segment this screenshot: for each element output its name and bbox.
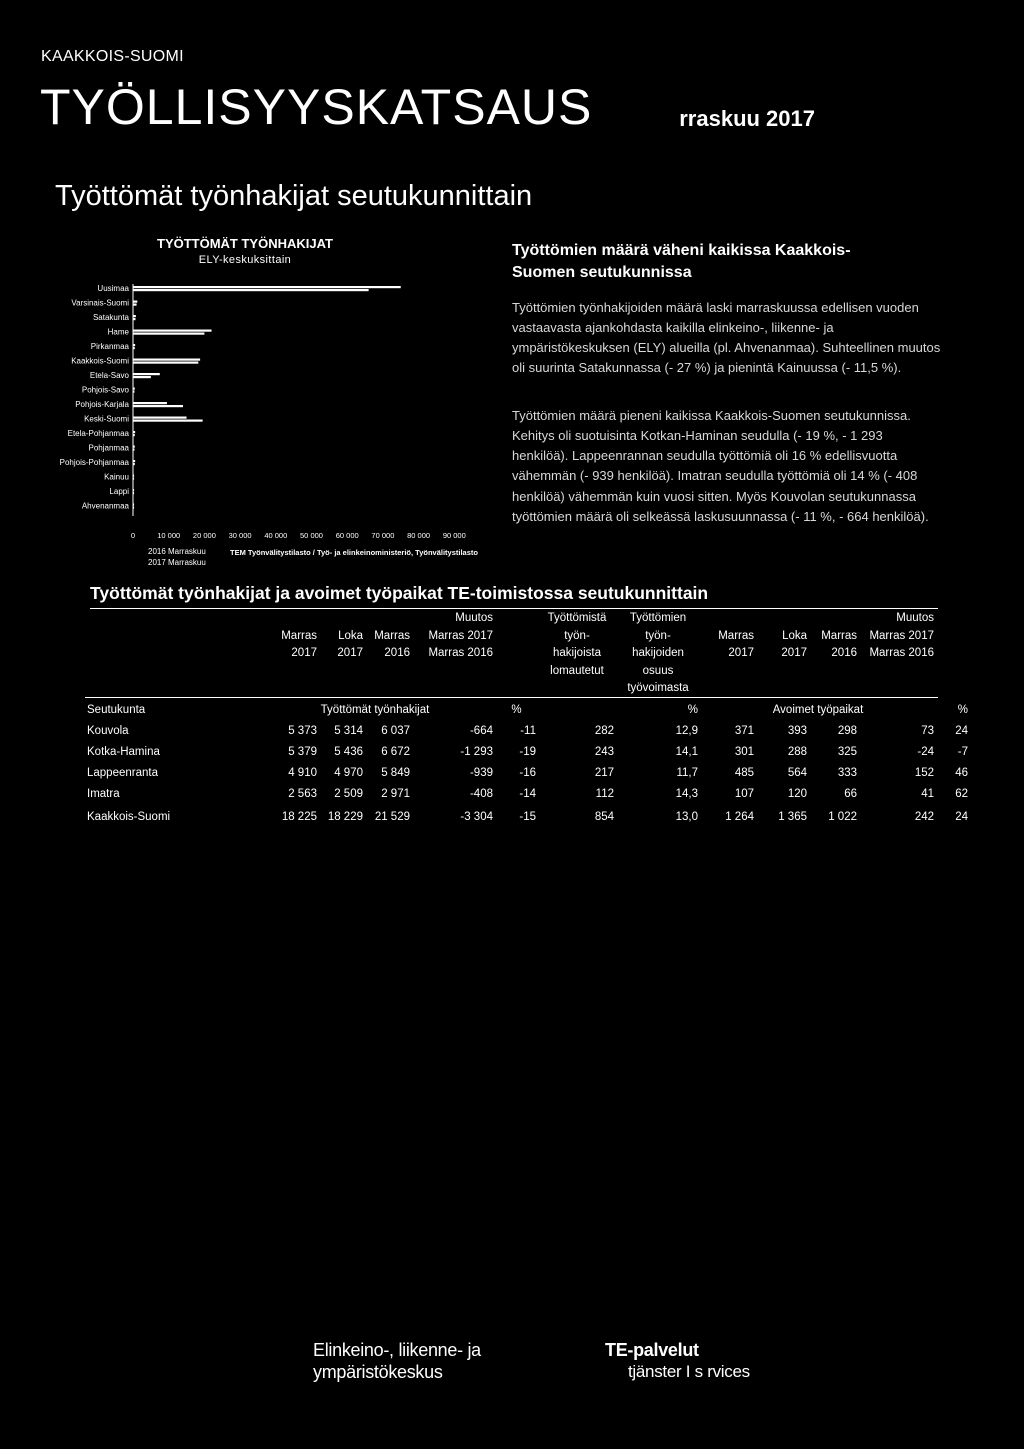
- chart-category-label: Lappi: [109, 487, 129, 496]
- table-cell: 5 314: [334, 725, 363, 737]
- table-header-row: [85, 612, 970, 630]
- table-cell: 11,7: [676, 767, 698, 779]
- table-header: [85, 612, 970, 721]
- chart-tick-label: 90 000: [442, 531, 466, 540]
- table-row-region: Kaakkois-Suomi: [87, 811, 171, 823]
- chart-legend-entry: 2017 Marraskuu: [148, 558, 206, 567]
- table-header-cell: hakijoiden: [632, 647, 684, 659]
- table-cell: 1 365: [778, 811, 807, 823]
- table-body: [85, 721, 970, 826]
- chart-bar-2016: [133, 301, 137, 303]
- ely-line-1: Elinkeino-, liikenne- ja: [313, 1340, 481, 1360]
- table-cell: -408: [469, 788, 493, 800]
- table-cell: 217: [594, 767, 614, 779]
- table-cell: 5 849: [381, 767, 410, 779]
- table-cell: -19: [519, 746, 536, 758]
- table-header-cell: [756, 612, 809, 630]
- table-row-region: Kouvola: [87, 725, 129, 737]
- chart-category-label: Pohjois-Pohjanmaa: [59, 458, 129, 467]
- table-header-cell: 2017: [728, 647, 754, 659]
- chart-category-label: Keski-Suomi: [84, 414, 129, 424]
- chart-category-label: Pirkanmaa: [90, 342, 129, 351]
- table-cell: 73: [921, 725, 934, 737]
- chart-bar-2017: [133, 362, 198, 364]
- table-cell: 5 373: [288, 725, 317, 737]
- chart-bar-2016: [133, 431, 135, 433]
- table-cell: 62: [955, 788, 968, 800]
- table-cell: 107: [734, 788, 754, 800]
- chart-bar-2017: [133, 492, 134, 494]
- te-logo-text: TE-palvelut: [605, 1340, 699, 1360]
- table-header-cell: työn-: [645, 629, 671, 642]
- chart-bar-2017: [133, 376, 151, 378]
- table-cell: 18 225: [281, 811, 317, 823]
- chart-category-label: Satakunta: [92, 313, 129, 322]
- chart-bar-2017: [133, 347, 135, 349]
- table-cell: 4 970: [334, 767, 363, 779]
- chart-category-label: Pohjois-Savo: [81, 385, 129, 395]
- table-header-cell: Marras 2016: [428, 647, 493, 659]
- chart-bar-2017: [133, 507, 134, 509]
- chart-bar-2016: [133, 504, 134, 506]
- table-cell: 41: [921, 788, 934, 800]
- table-header-cell: [936, 612, 970, 630]
- table-header-cell: Marras 2017: [428, 629, 493, 642]
- table-header-cell: [809, 665, 859, 683]
- table-cell: 485: [734, 767, 754, 779]
- table-header-cell: [936, 665, 970, 683]
- chart-tick-label: 60 000: [335, 531, 359, 540]
- table-header-cell: [85, 647, 255, 665]
- table-header-cell: [85, 630, 255, 648]
- table-header-cell: [756, 665, 809, 683]
- chart-bar-2016: [133, 344, 135, 346]
- table-group-cell: %: [957, 704, 968, 716]
- table-cell: 242: [914, 811, 934, 823]
- data-table: [85, 612, 970, 826]
- chart-bar-2016: [133, 489, 134, 491]
- table-cell: 21 529: [374, 811, 410, 823]
- table-header-cell: Marras: [281, 629, 317, 642]
- table-cell: 1 264: [725, 811, 754, 823]
- report-title: TYÖLLISYYSKATSAUS: [40, 79, 593, 135]
- table-cell: 120: [787, 788, 807, 800]
- table-cell: 564: [787, 767, 807, 779]
- table-top-rule: [90, 608, 938, 609]
- table-cell: -664: [469, 725, 493, 737]
- table-cell: 371: [734, 725, 754, 737]
- table-group-cell: %: [511, 704, 522, 716]
- table-header-cell: [936, 682, 970, 700]
- table-row: [85, 742, 970, 763]
- chart-tick-label: 10 000: [157, 531, 181, 540]
- table-header-cell: [85, 612, 255, 630]
- chart-tick-label: 80 000: [407, 531, 431, 540]
- table-row-region: Lappeenranta: [87, 767, 158, 779]
- table-cell: 393: [787, 725, 807, 737]
- chart-subtitle: ELY-keskuksittain: [198, 254, 292, 266]
- te-logo-subtext: tjänster I s rvices: [628, 1362, 750, 1381]
- table-header-cell: Marras: [821, 629, 857, 642]
- table-cell: 1 022: [828, 811, 857, 823]
- table-header-cell: [365, 612, 412, 630]
- table-group-cell: Avoimet työpaikat: [772, 704, 864, 716]
- table-cell: -15: [519, 811, 536, 823]
- table-title: Työttömät työnhakijat ja avoimet työpaikat TE-toimistossa seutukunnittain: [90, 583, 709, 603]
- chart-category-label: Varsinais-Suomi: [71, 298, 129, 308]
- chart-category-label: Pohjanmaa: [88, 443, 129, 453]
- table-header-cell: Marras: [374, 629, 410, 642]
- chart-category-label: Hame: [107, 327, 129, 337]
- table-header-row: [85, 647, 970, 665]
- chart-bar-2017: [133, 391, 134, 393]
- chart-tick-label: 20 000: [192, 531, 216, 540]
- chart-category-label: Etela-Pohjanmaa: [67, 429, 129, 438]
- table-cell: 325: [837, 746, 857, 758]
- chart-legend-entry: 2016 Marraskuu: [148, 547, 206, 556]
- table-header-cell: Loka: [338, 629, 363, 642]
- table-cell: 243: [594, 746, 614, 758]
- region-name: KAAKKOIS-SUOMI: [41, 48, 184, 65]
- table-cell: -14: [519, 788, 536, 800]
- chart-bar-2016: [133, 330, 212, 332]
- article-paragraph-1: Työttömien työnhakijoiden määrä laski marraskuussa edellisen vuoden vastaavasta ajankohdasta kaikilla elinkeino-, liikenne- ja ympäristökeskuksen (ELY) alueilla (pl. Ahvenanmaa). Suhteellinen muutos oli suurinta Satakunnassa (- 27 %) ja pienintä Kainuussa (- 11,5 %).: [512, 300, 941, 376]
- article-paragraph-2: Työttömien määrä pieneni kaikissa Kaakkois-Suomen seutukunnissa. Kehitys oli suotuisinta Kotkan-Haminan seudulla (- 19 %, - 1 293 henkilöä). Lappeenrannan seudulla työttömiä oli 16 % edellisvuotta vähemmän (- 939 henkilöä). Imatran seudulla työttömiä oli 14 % (- 408 henkilöä) vähemmän kuin vuosi sitten. Myös Kouvolan seutukunnassa työttömien määrä oli selkeässä laskusuunnassa (- 11 %, - 664 henkilöä).: [512, 408, 929, 524]
- chart-bar-2016: [133, 359, 200, 361]
- table-header-cell: [700, 612, 756, 630]
- table-group-cell: Seutukunta: [87, 704, 146, 716]
- section-title: Työttömät työnhakijat seutukunnittain: [55, 180, 533, 212]
- table-cell: 5 379: [288, 746, 317, 758]
- chart-bar-2016: [133, 402, 167, 404]
- table-cell: 66: [844, 788, 857, 800]
- chart-bar-2016: [133, 417, 187, 419]
- table-header-cell: Marras 2016: [869, 647, 934, 659]
- table-row: [85, 721, 970, 742]
- table-cell: 152: [914, 767, 934, 779]
- table-header-cell: [365, 665, 412, 683]
- ely-logo-text: [313, 1340, 481, 1383]
- chart-bar-2017: [133, 318, 135, 320]
- chart-bar-2017: [133, 405, 183, 407]
- table-header-cell: [319, 665, 365, 683]
- chart-tick-label: 30 000: [228, 531, 252, 540]
- chart-bar-2016: [133, 475, 134, 477]
- table-cell: 2 509: [334, 788, 363, 800]
- table-header-cell: [412, 665, 495, 683]
- table-header-cell: [700, 665, 756, 683]
- table-cell: 298: [837, 725, 857, 737]
- chart-tick-label: 40 000: [264, 531, 288, 540]
- table-row-region: Imatra: [87, 788, 120, 800]
- chart-bar-2017: [133, 478, 134, 480]
- table-header-cell: lomautetut: [550, 664, 604, 677]
- table-cell: 6 672: [381, 746, 410, 758]
- chart-bar-2017: [133, 289, 369, 291]
- chart-category-label: Pohjois-Karjala: [75, 400, 129, 409]
- chart-bar-2017: [133, 463, 135, 465]
- table-cell: 12,9: [675, 725, 698, 737]
- chart-tick-label: 50 000: [300, 531, 323, 540]
- table-cell: 301: [734, 746, 754, 758]
- chart-bar-2017: [133, 304, 137, 306]
- table-header-cell: Muutos: [896, 612, 934, 624]
- table-header-cell: [495, 630, 538, 648]
- table-header-cell: Työttömistä: [547, 612, 607, 624]
- table-header-rule: [85, 697, 938, 698]
- table-cell: 333: [837, 767, 857, 779]
- table-cell: 4 910: [288, 767, 317, 779]
- table-cell: 2 971: [381, 788, 410, 800]
- table-cell: 14,3: [675, 788, 698, 800]
- chart-category-label: Uusimaa: [97, 284, 129, 293]
- chart-bar-2017: [133, 449, 134, 451]
- table-header-cell: työn-: [564, 629, 590, 642]
- chart-bar-2016: [133, 315, 136, 317]
- table-cell: 14,1: [675, 746, 698, 758]
- table-header-cell: hakijoista: [553, 647, 601, 659]
- table-header-cell: osuus: [642, 664, 674, 677]
- chart-source: TEM Työnvälitystilasto / Työ- ja elinkeinoministeriö, Työnvälitystilasto: [230, 548, 478, 557]
- table-cell: -16: [519, 767, 536, 779]
- table-group-row: [85, 700, 970, 721]
- table-header-cell: [859, 665, 936, 683]
- table-cell: 18 229: [327, 811, 363, 823]
- table-cell: 13,0: [675, 811, 698, 823]
- table-header-cell: työvoimasta: [627, 682, 689, 694]
- table-cell: 854: [594, 811, 614, 823]
- table-cell: -939: [469, 767, 493, 779]
- table-header-cell: Marras 2017: [869, 629, 934, 642]
- table-row: [85, 763, 970, 784]
- table-header-cell: Työttömien: [629, 612, 687, 624]
- table-header-cell: [495, 647, 538, 665]
- table-header-cell: 2016: [384, 647, 410, 659]
- table-cell: 288: [787, 746, 807, 758]
- table-header-cell: [255, 612, 319, 630]
- chart-tick-label: 0: [130, 531, 136, 540]
- chart-title: TYÖTTÖMÄT TYÖNHAKIJAT: [157, 236, 333, 251]
- table-cell: -3 304: [460, 811, 493, 823]
- table-row-region: Kotka-Hamina: [87, 746, 160, 758]
- report-date: rraskuu 2017: [679, 106, 815, 131]
- ely-line-2: ympäristökeskus: [313, 1361, 443, 1382]
- table-header-cell: Loka: [782, 629, 807, 642]
- chart-bar-2016: [133, 373, 160, 375]
- table-header-cell: 2016: [831, 647, 857, 659]
- chart-category-label: Kaakkois-Suomi: [71, 356, 129, 366]
- chart-bar-2016: [133, 446, 135, 448]
- table-cell: 5 436: [334, 746, 363, 758]
- chart-bar-2017: [133, 333, 204, 335]
- table-header-cell: [936, 647, 970, 665]
- table-header-cell: [255, 665, 319, 683]
- chart-bar-2016: [133, 460, 135, 462]
- table-cell: 24: [955, 725, 968, 737]
- article-headline: Työttömien määrä väheni kaikissa Kaakkois-Suomen seutukunnissa: [512, 242, 851, 281]
- table-cell: 6 037: [381, 725, 410, 737]
- chart-category-label: Ahvenanmaa: [81, 501, 129, 511]
- table-header-cell: [319, 612, 365, 630]
- table-cell: 46: [955, 767, 968, 779]
- table-header-cell: [936, 630, 970, 648]
- table-header-cell: 2017: [291, 647, 317, 659]
- table-row: [85, 805, 970, 826]
- table-row: [85, 784, 970, 805]
- chart-bar-2017: [133, 420, 203, 422]
- chart-bar-2017: [133, 434, 135, 436]
- table-header-cell: Muutos: [455, 612, 493, 624]
- table-header-cell: Marras: [718, 629, 754, 642]
- chart-tick-label: 70 000: [371, 531, 395, 540]
- table-cell: -7: [957, 746, 968, 758]
- chart-bar-2016: [133, 286, 401, 288]
- table-header-cell: [809, 612, 859, 630]
- chart-category-label: Etela-Savo: [89, 371, 129, 380]
- chart-bar-2016: [133, 388, 135, 390]
- table-cell: 2 563: [288, 788, 317, 800]
- table-header-cell: [85, 665, 255, 683]
- table-cell: -1 293: [460, 746, 493, 758]
- table-header-cell: 2017: [337, 647, 363, 659]
- table-group-cell: %: [687, 704, 698, 716]
- table-cell: 282: [594, 725, 614, 737]
- table-cell: -24: [917, 746, 934, 758]
- table-cell: 112: [595, 788, 614, 800]
- table-header-row: [85, 630, 970, 648]
- table-header-cell: 2017: [781, 647, 807, 659]
- table-cell: -11: [520, 725, 536, 737]
- table-group-cell: Työttömät työnhakijat: [320, 704, 430, 716]
- table-header-cell: [495, 665, 538, 683]
- table-header-row: [85, 665, 970, 683]
- table-header-cell: [495, 612, 538, 630]
- chart-category-label: Kainuu: [104, 472, 129, 482]
- table-cell: 24: [955, 811, 968, 823]
